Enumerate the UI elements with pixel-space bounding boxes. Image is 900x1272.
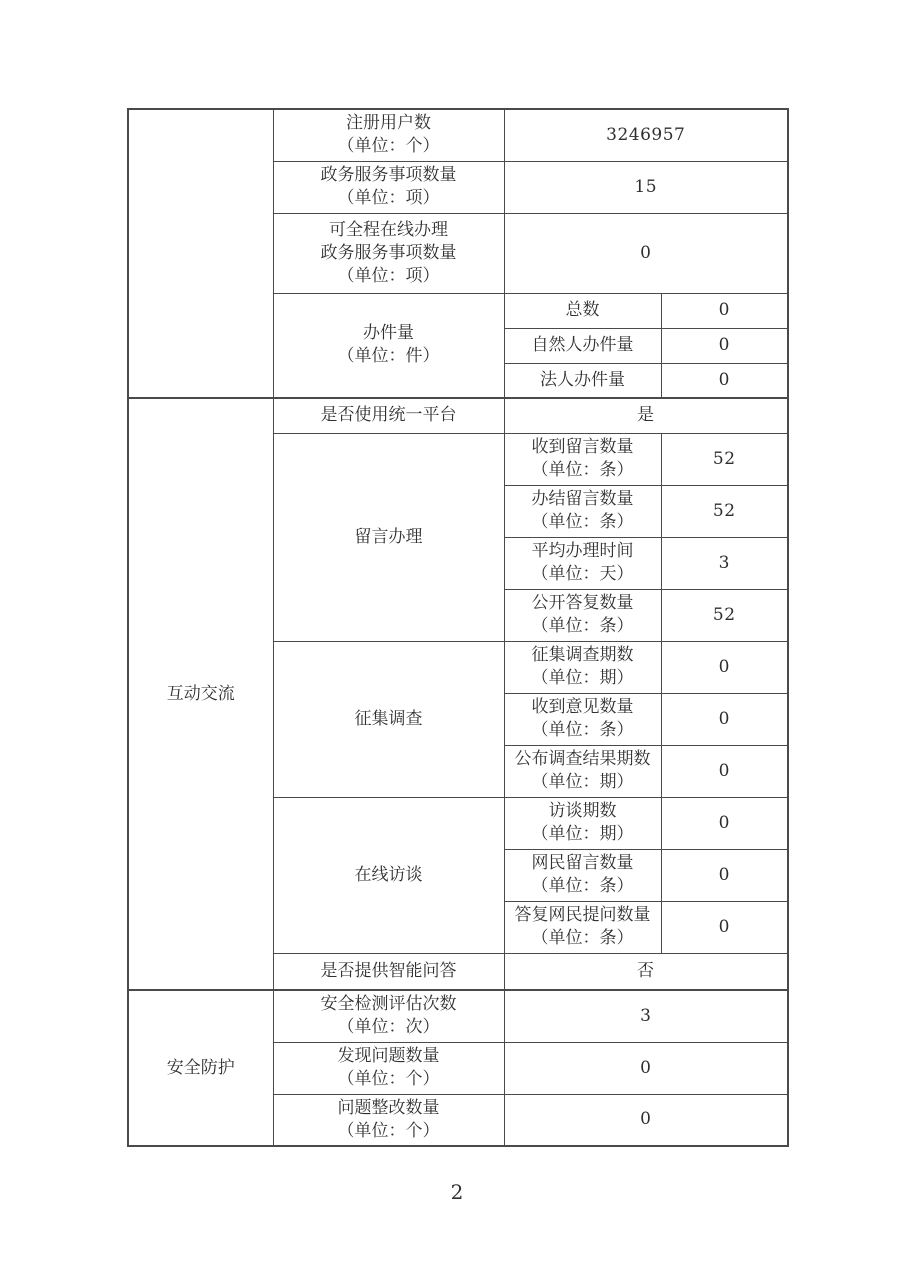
value-messages-completed: 52 xyxy=(661,485,788,537)
label-problems-found xyxy=(273,1042,504,1094)
label-line: 征集调查期数 xyxy=(531,645,634,665)
label-line: 发现问题数量 xyxy=(337,1046,440,1066)
label-line: （单位：件） xyxy=(337,346,440,367)
value-problems-found: 0 xyxy=(504,1042,788,1094)
sublabel-survey-results-published xyxy=(504,745,661,797)
label-unified-platform: 是否使用统一平台 xyxy=(273,398,504,433)
label-smart-qa: 是否提供智能问答 xyxy=(273,953,504,990)
label-line: 注册用户数 xyxy=(346,113,431,134)
label-line: 办件量 xyxy=(363,323,414,344)
label-line: 访谈期数 xyxy=(548,801,617,821)
row-unified-platform xyxy=(128,398,788,433)
sublabel-transactions-natural-person: 自然人办件量 xyxy=(504,328,661,363)
label-line: （单位：期） xyxy=(531,668,634,688)
sublabel-interview-periods xyxy=(504,797,661,849)
label-line: （单位：条） xyxy=(531,512,634,532)
label-line: （单位：条） xyxy=(531,928,634,948)
label-service-items xyxy=(273,161,504,213)
label-line: 网民留言数量 xyxy=(531,853,634,873)
label-registered-users xyxy=(273,109,504,161)
sublabel-opinions-received xyxy=(504,693,661,745)
label-line: （单位：期） xyxy=(531,824,634,844)
value-survey-periods: 0 xyxy=(661,641,788,693)
value-public-replies: 52 xyxy=(661,589,788,641)
value-opinions-received: 0 xyxy=(661,693,788,745)
category-cell-blank xyxy=(128,109,273,398)
label-line: （单位：条） xyxy=(531,460,634,480)
label-line: 收到留言数量 xyxy=(531,437,634,457)
label-line: 公开答复数量 xyxy=(531,593,634,613)
value-average-handling-time: 3 xyxy=(661,537,788,589)
value-registered-users: 3246957 xyxy=(504,109,788,161)
value-survey-results-published: 0 xyxy=(661,745,788,797)
label-line: 安全检测评估次数 xyxy=(320,994,457,1015)
label-line: （单位：项） xyxy=(337,188,440,208)
label-survey-group: 征集调查 xyxy=(273,641,504,797)
sublabel-survey-periods xyxy=(504,641,661,693)
value-smart-qa: 否 xyxy=(504,953,788,990)
row-registered-users xyxy=(128,109,788,161)
category-cell-interaction: 互动交流 xyxy=(128,398,273,990)
sublabel-average-handling-time xyxy=(504,537,661,589)
label-message-handling-group: 留言办理 xyxy=(273,433,504,641)
value-transactions-natural-person: 0 xyxy=(661,328,788,363)
label-line: 政务服务事项数量 xyxy=(320,165,457,185)
label-line: 办结留言数量 xyxy=(531,489,634,509)
label-line: （单位：个） xyxy=(337,1120,440,1141)
sublabel-netizen-questions-answered xyxy=(504,901,661,953)
label-line: （单位：条） xyxy=(531,720,634,740)
value-netizen-messages: 0 xyxy=(661,849,788,901)
label-line: 问题整改数量 xyxy=(337,1097,440,1118)
value-transactions-total: 0 xyxy=(661,293,788,328)
value-netizen-questions-answered: 0 xyxy=(661,901,788,953)
value-transactions-legal-person: 0 xyxy=(661,363,788,398)
sublabel-public-replies xyxy=(504,589,661,641)
sublabel-transactions-total: 总数 xyxy=(504,293,661,328)
page-number: 2 xyxy=(450,1180,464,1204)
sublabel-transactions-legal-person: 法人办件量 xyxy=(504,363,661,398)
label-security-assessments xyxy=(273,990,504,1042)
row-security-assessments xyxy=(128,990,788,1042)
value-problems-rectified: 0 xyxy=(504,1094,788,1146)
value-security-assessments: 3 xyxy=(504,990,788,1042)
label-line: （单位：天） xyxy=(531,564,634,584)
label-problems-rectified xyxy=(273,1094,504,1146)
label-line: （单位：次） xyxy=(337,1017,440,1038)
label-line: 可全程在线办理 xyxy=(329,219,448,240)
value-interview-periods: 0 xyxy=(661,797,788,849)
label-line: 政务服务事项数量 xyxy=(320,242,457,263)
label-line: 公布调查结果期数 xyxy=(514,749,651,769)
sublabel-messages-received xyxy=(504,433,661,485)
value-service-items: 15 xyxy=(504,161,788,213)
label-transactions-group xyxy=(273,293,504,398)
sublabel-netizen-messages xyxy=(504,849,661,901)
category-cell-security: 安全防护 xyxy=(128,990,273,1146)
label-line: （单位：条） xyxy=(531,876,634,896)
report-table xyxy=(127,108,789,1147)
value-unified-platform: 是 xyxy=(504,398,788,433)
label-line: （单位：期） xyxy=(531,772,634,792)
label-interview-group: 在线访谈 xyxy=(273,797,504,953)
label-online-full-process xyxy=(273,213,504,293)
label-line: （单位：项） xyxy=(337,265,440,286)
sublabel-messages-completed xyxy=(504,485,661,537)
label-line: 平均办理时间 xyxy=(531,541,634,561)
label-line: （单位：个） xyxy=(337,1069,440,1089)
value-online-full-process: 0 xyxy=(504,213,788,293)
label-line: 收到意见数量 xyxy=(531,697,634,717)
label-line: （单位：条） xyxy=(531,616,634,636)
value-messages-received: 52 xyxy=(661,433,788,485)
label-line: 答复网民提问数量 xyxy=(514,905,651,925)
label-line: （单位：个） xyxy=(337,136,440,157)
